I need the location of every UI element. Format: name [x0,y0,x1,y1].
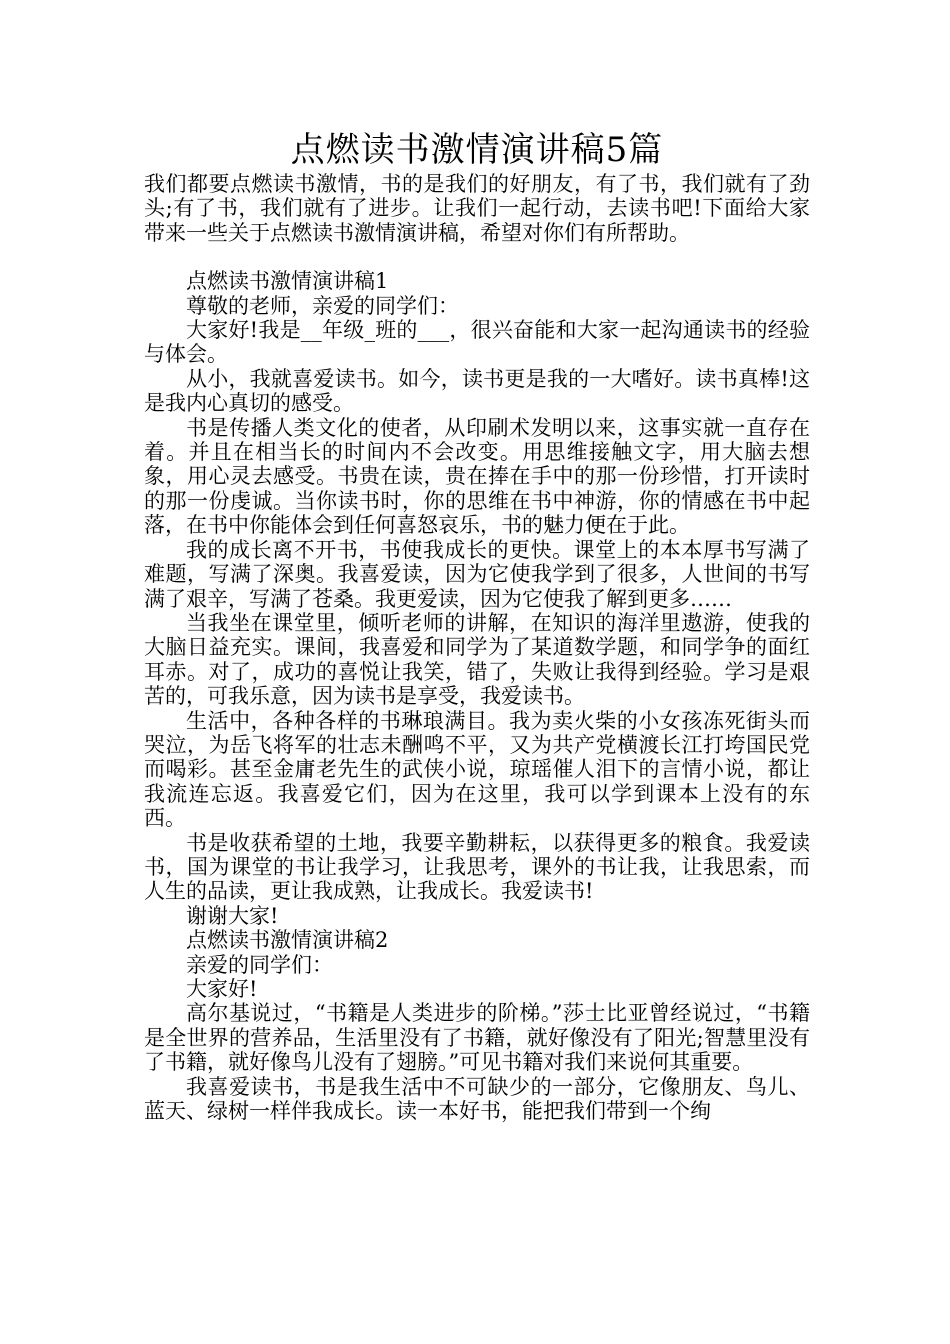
intro-paragraph: 我们都要点燃读书激情，书的是我们的好朋友，有了书，我们就有了劲头;有了书，我们就有了进步。让我们一起行动，去读书吧!下面给大家带来一些关于点燃读书激情演讲稿，希望对你们有所帮助。 [144,172,810,245]
salutation: 尊敬的老师，亲爱的同学们： [186,293,459,318]
section-heading: 点燃读书激情演讲稿1 [186,269,389,294]
body-paragraph: 生活中，各种各样的书琳琅满目。我为卖火柴的小女孩冻死街头而哭泣，为岳飞将军的壮志未酬鸣不平，又为共产党横渡长江打垮国民党而喝彩。甚至金庸老先生的武侠小说，琼瑶催人泪下的言情小说，都让我流连忘返。我喜爱它们，因为在这里，我可以学到课本上没有的东西。 [144,708,810,831]
document-body [144,172,810,1123]
greeting-line: 大家好! [186,977,258,1001]
body-paragraph: 大家好!我是__年级_班的___，很兴奋能和大家一起沟通读书的经验与体会。 [144,318,810,367]
salutation: 亲爱的同学们： [186,952,333,977]
document-page [144,128,810,1123]
body-paragraph: 从小，我就喜爱读书。如今，读书更是我的一大嗜好。读书真棒!这是我内心真切的感受。 [144,366,810,416]
body-paragraph: 书是收获希望的土地，我要辛勤耕耘，以获得更多的粮食。我爱读书，国为课堂的书让我学习，让我思考，课外的书让我，让我思索，而人生的品读，更让我成熟，让我成长。我爱读书! [144,830,810,904]
body-paragraph: 高尔基说过，“书籍是人类进步的阶梯。”莎士比亚曾经说过，“书籍是全世界的营养品，生活里没有了书籍，就好像没有了阳光;智慧里没有了书籍，就好像鸟儿没有了翅膀。”可见书籍对我们来说何其重要。 [144,1001,810,1075]
body-paragraph: 我的成长离不开书，书使我成长的更快。课堂上的本本厚书写满了难题，写满了深奥。我喜爱读，因为它使我学到了很多，人世间的书写满了艰辛，写满了苍桑。我更爱读，因为它使我了解到更多…… [144,537,810,611]
document-title: 点燃读书激情演讲稿5篇 [290,130,664,170]
closing-line: 谢谢大家! [186,903,279,928]
body-paragraph: 我喜爱读书，书是我生活中不可缺少的一部分，它像朋友、鸟儿、蓝天、绿树一样伴我成长。读一本好书，能把我们带到一个绚 [144,1074,810,1124]
section-heading: 点燃读书激情演讲稿2 [186,928,389,953]
body-paragraph: 书是传播人类文化的使者，从印刷术发明以来，这事实就一直存在着。并且在相当长的时间内不会改变。用思维接触文字，用大脑去想象，用心灵去感受。书贵在读，贵在捧在手中的那一份珍惜，打开读时的那一份虔诚。当你读书时，你的思维在书中神游，你的情感在书中起落，在书中你能体会到任何喜怒哀乐，书的魅力便在于此。 [144,415,810,538]
body-paragraph: 当我坐在课堂里，倾听老师的讲解，在知识的海洋里遨游，使我的大脑日益充实。课间，我喜爱和同学为了某道数学题，和同学争的面红耳赤。对了，成功的喜悦让我笑，错了，失败让我得到经验。学习是艰苦的，可我乐意，因为读书是享受，我爱读书。 [144,610,810,709]
